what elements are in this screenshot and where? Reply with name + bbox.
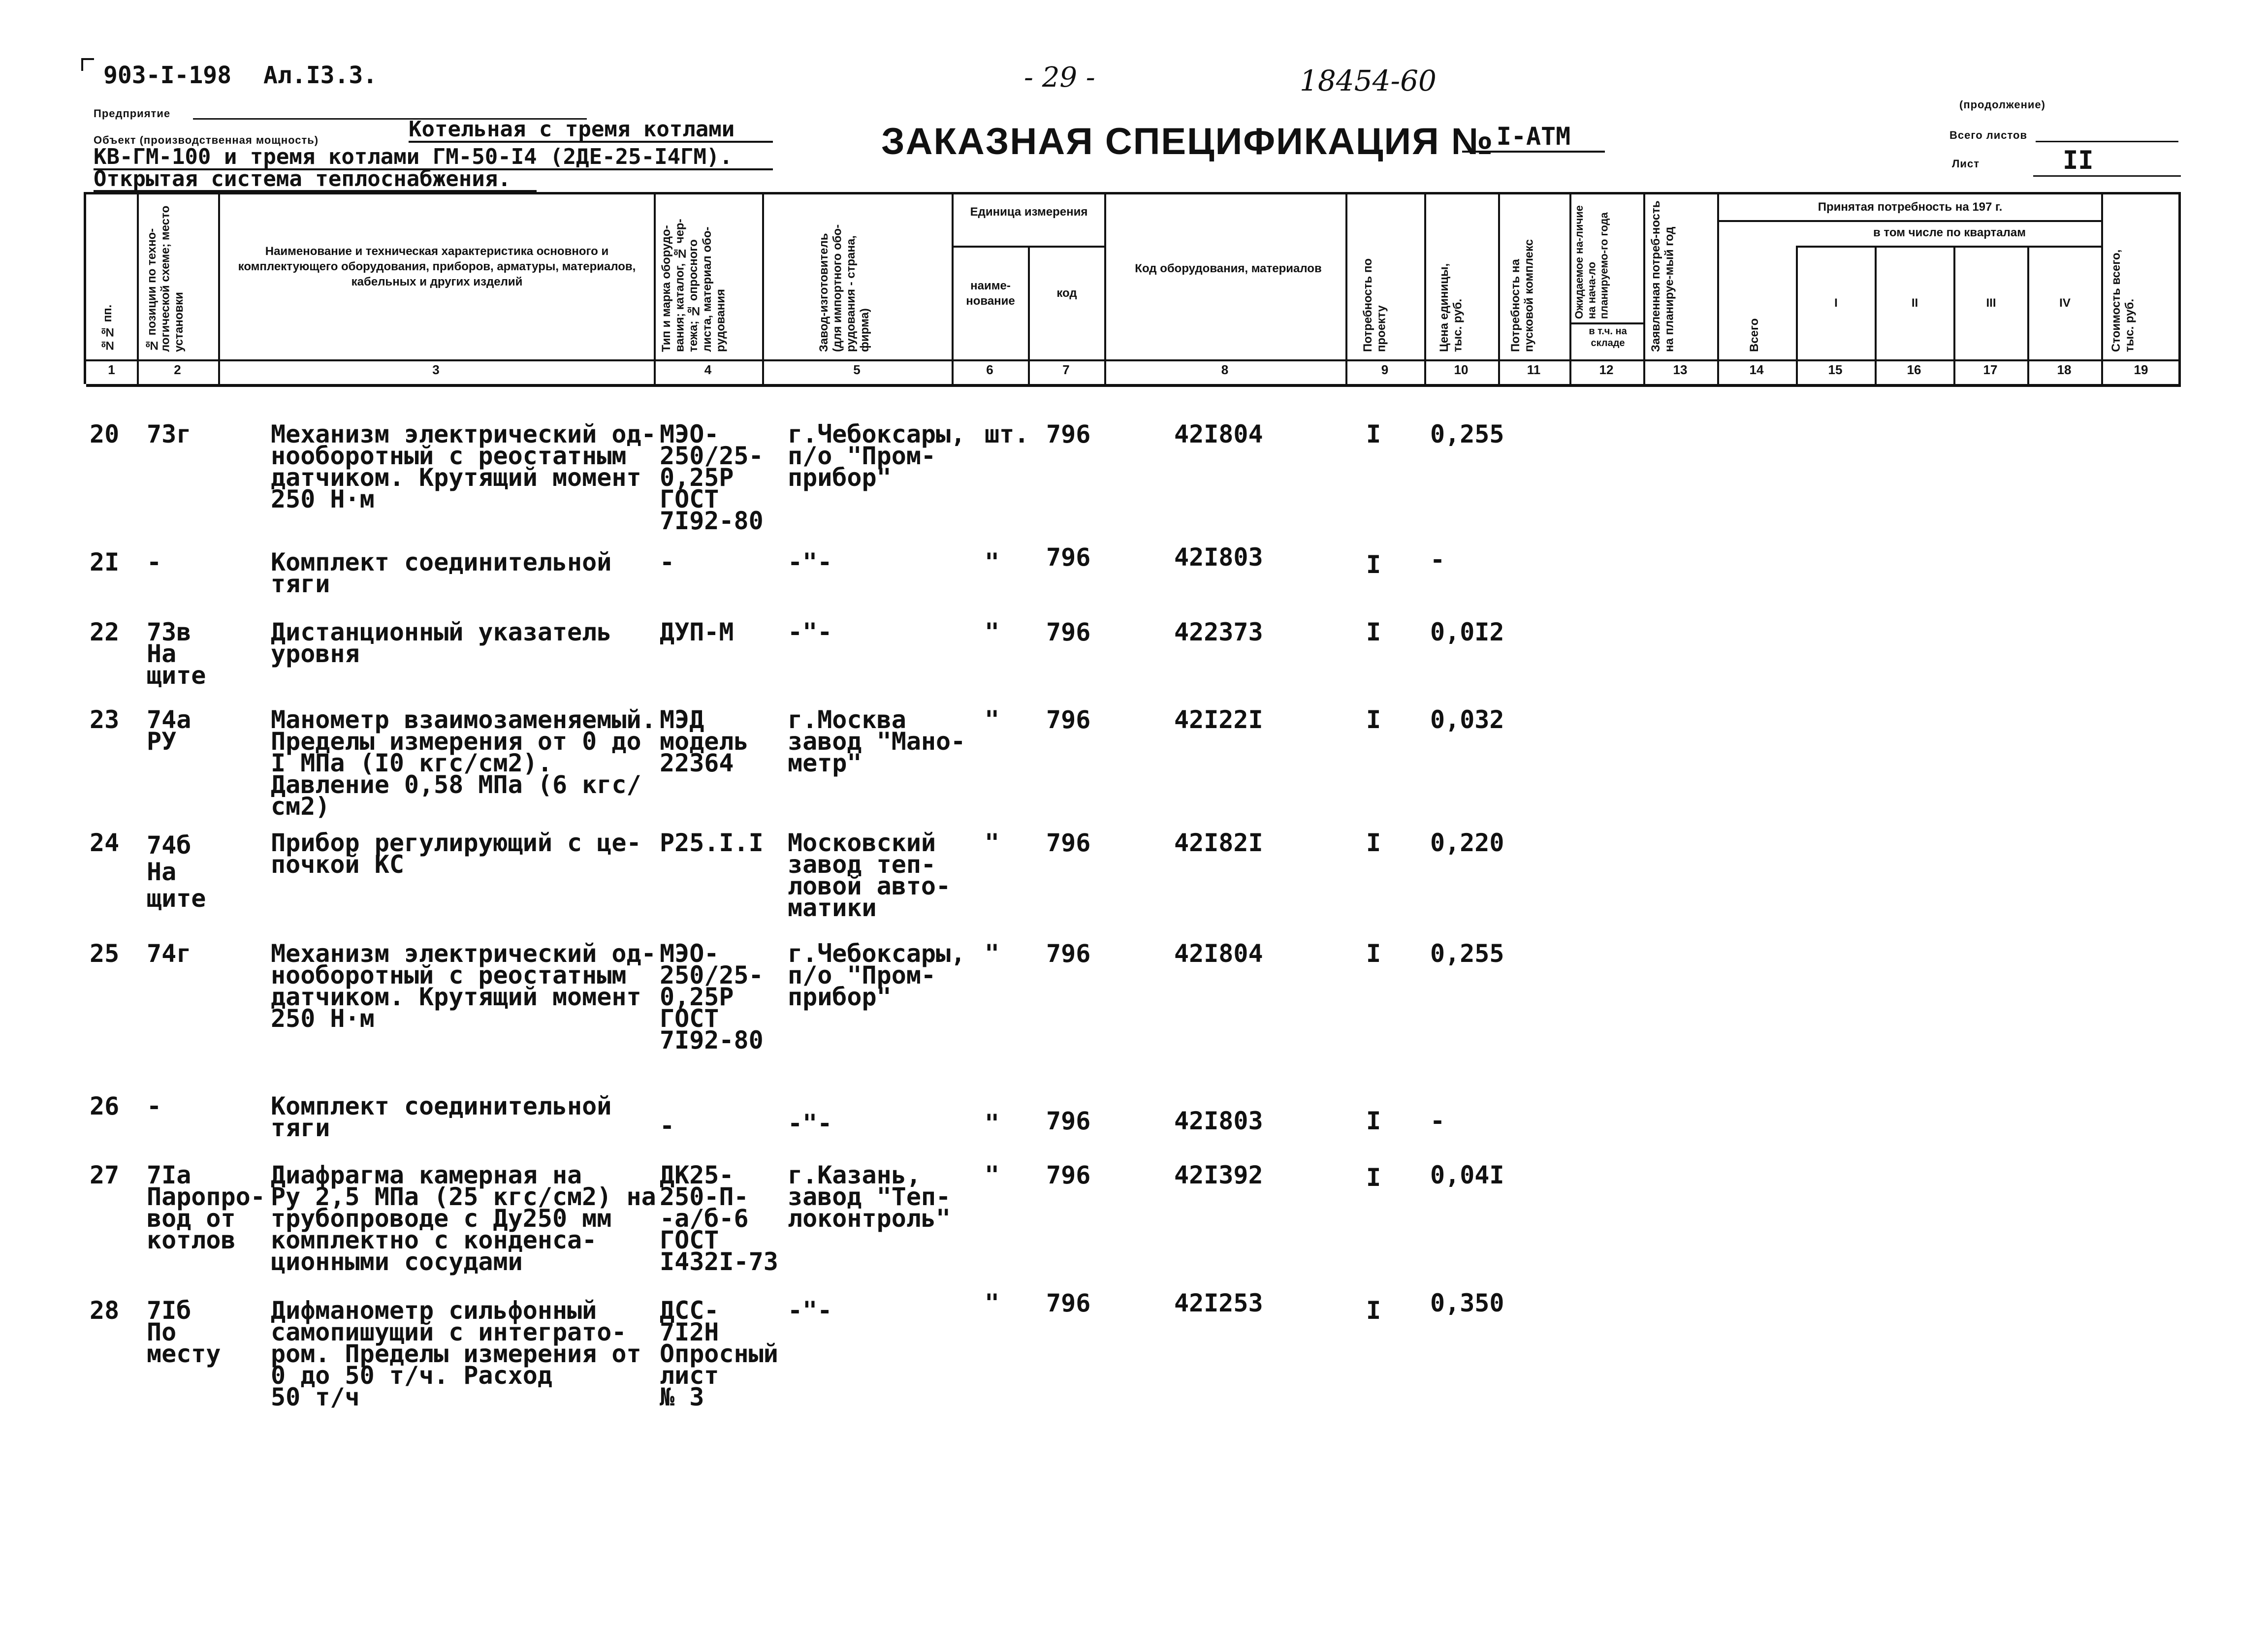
- continuation-label: (продолжение): [1959, 98, 2045, 111]
- col-number: 2: [174, 362, 181, 377]
- row-code: 796: [1046, 829, 1091, 857]
- row-position: 73в На щите: [147, 618, 206, 690]
- col-12-sub-header: в т.ч. на складе: [1589, 326, 1627, 349]
- row-maker: -"-: [788, 1109, 832, 1138]
- row-need: I: [1366, 618, 1381, 646]
- row-code: 796: [1046, 939, 1091, 968]
- col-13-header: Заявленная потреб-ность на планируе-мый год: [1649, 200, 1676, 352]
- row-equipment-code: 42I82I: [1174, 829, 1263, 857]
- row-equipment-code: 42I392: [1174, 1161, 1263, 1189]
- row-equipment-code: 42I804: [1174, 420, 1263, 448]
- row-type: ДСС- 7I2Н Опросный лист № 3: [660, 1296, 778, 1411]
- row-position: -: [147, 548, 162, 576]
- col-number: 12: [1599, 362, 1614, 377]
- col-number: 3: [432, 362, 440, 377]
- page-number: - 29 -: [1024, 62, 1095, 94]
- row-price: -: [1430, 545, 1445, 574]
- total-sheets-label: Всего листов: [1949, 129, 2027, 141]
- row-type: -: [660, 548, 675, 576]
- row-maker: -"-: [788, 548, 832, 576]
- row-price: 0,350: [1430, 1289, 1504, 1317]
- spec-title: ЗАКАЗНАЯ СПЕЦИФИКАЦИЯ №: [881, 121, 1494, 162]
- col-8-header: Код оборудования, материалов: [1135, 262, 1322, 275]
- sheet-label: Лист: [1952, 158, 1980, 170]
- col-number: 5: [853, 362, 861, 377]
- col-number: 15: [1828, 362, 1843, 377]
- col-15-header: I: [1834, 296, 1838, 310]
- row-equipment-code: 42I803: [1174, 1107, 1263, 1135]
- col-5-header: Завод-изготовитель (для импортного обо-рудования - страна, фирма): [817, 224, 871, 352]
- row-number: 26: [90, 1092, 120, 1120]
- row-equipment-code: 42I803: [1174, 543, 1263, 572]
- album-number: Ал.I3.3.: [263, 62, 378, 89]
- row-unit: шт.: [985, 420, 1029, 448]
- col-number: 17: [1983, 362, 1998, 377]
- row-position: -: [147, 1092, 162, 1120]
- row-position: 7Iа Паропро- вод от котлов: [147, 1161, 265, 1254]
- accepted-group-header: Принятая потребность на 197 г.: [1818, 200, 2003, 214]
- row-name: Комплект соединительной тяги: [271, 1092, 612, 1142]
- row-number: 23: [90, 705, 120, 734]
- col-number: 4: [704, 362, 712, 377]
- row-maker: -"-: [788, 1296, 832, 1325]
- row-name: Дифманометр сильфонный самопишущий с интеграто- ром. Пределы измерения от 0 до 50 т/ч. Расход 50 т/ч: [271, 1296, 641, 1411]
- col-number: 6: [986, 362, 993, 377]
- row-equipment-code: 42I22I: [1174, 705, 1263, 734]
- row-number: 22: [90, 618, 120, 646]
- row-maker: г.Москва завод "Мано- метр": [788, 705, 966, 777]
- row-need: I: [1366, 939, 1381, 968]
- row-unit: ": [985, 1109, 1000, 1138]
- row-price: 0,255: [1430, 939, 1504, 968]
- col-number: 1: [108, 362, 115, 377]
- col-number: 19: [2134, 362, 2148, 377]
- row-type: МЭО- 250/25- 0,25Р ГОСТ 7I92-80: [660, 939, 764, 1054]
- row-price: 0,032: [1430, 705, 1504, 734]
- row-number: 28: [90, 1296, 120, 1325]
- row-maker: г.Чебоксары, п/о "Пром- прибор": [788, 939, 966, 1011]
- corner-mark: [81, 58, 94, 71]
- row-price: -: [1430, 1107, 1445, 1135]
- col-number: 14: [1749, 362, 1764, 377]
- row-unit: ": [985, 1289, 1000, 1317]
- row-type: ДУП-М: [660, 618, 734, 646]
- row-position: 74а РУ: [147, 705, 192, 756]
- object-line-3: Открытая система теплоснабжения.: [94, 168, 537, 192]
- row-need: I: [1366, 1107, 1381, 1135]
- row-code: 796: [1046, 618, 1091, 646]
- row-name: Прибор регулирующий с це- почкой КС: [271, 829, 641, 879]
- col-1-header: №№ пп.: [101, 304, 114, 352]
- row-equipment-code: 42I253: [1174, 1289, 1263, 1317]
- row-price: 0,0I2: [1430, 618, 1504, 646]
- row-code: 796: [1046, 1289, 1091, 1317]
- col-number: 18: [2057, 362, 2072, 377]
- row-need: I: [1366, 1163, 1381, 1192]
- row-price: 0,255: [1430, 420, 1504, 448]
- row-equipment-code: 42I804: [1174, 939, 1263, 968]
- row-type: МЭО- 250/25- 0,25Р ГОСТ 7I92-80: [660, 420, 764, 535]
- row-equipment-code: 422373: [1174, 618, 1263, 646]
- row-unit: ": [985, 618, 1000, 646]
- row-maker: г.Казань, завод "Теп- локонтроль": [788, 1161, 951, 1233]
- row-position: 74б На щите: [147, 831, 206, 913]
- row-unit: ": [985, 829, 1000, 857]
- row-unit: ": [985, 939, 1000, 968]
- row-maker: г.Чебоксары, п/о "Пром- прибор": [788, 420, 966, 492]
- col-9-header: Потребность по проекту: [1361, 258, 1388, 352]
- row-price: 0,04I: [1430, 1161, 1504, 1189]
- col-number: 9: [1381, 362, 1389, 377]
- col-12-header: Ожидаемое на-личие на нача-ло планируемо-го года: [1573, 205, 1610, 319]
- row-number: 2I: [90, 548, 120, 576]
- col-number: 8: [1221, 362, 1229, 377]
- col-18-header: IV: [2059, 296, 2071, 310]
- row-number: 25: [90, 939, 120, 968]
- row-need: I: [1366, 705, 1381, 734]
- row-name: Комплект соединительной тяги: [271, 548, 612, 598]
- spec-header-table: [84, 192, 2181, 384]
- col-6-header: наиме-нование: [966, 279, 1015, 308]
- row-position: 7Iб По месту: [147, 1296, 221, 1368]
- col-number: 10: [1454, 362, 1469, 377]
- row-name: Механизм электрический од- нооборотный с реостатным датчиком. Крутящий момент 250 Н·м: [271, 939, 656, 1033]
- row-need: I: [1366, 420, 1381, 448]
- row-price: 0,220: [1430, 829, 1504, 857]
- row-type: -: [660, 1112, 675, 1140]
- col-14-header: Всего: [1748, 318, 1761, 352]
- row-code: 796: [1046, 543, 1091, 572]
- col-4-header: Тип и марка оборудо-вания; каталог, № чер-тежа; № опросного листа, материал обо-рудования: [660, 219, 728, 352]
- handwritten-number: 18454-60: [1300, 64, 1437, 97]
- col-3-header: Наименование и техническая характеристика основного и комплектующего оборудования, приборов, арматуры, материалов, кабельных и других изделий: [238, 245, 636, 289]
- row-code: 796: [1046, 420, 1091, 448]
- row-position: 73г: [147, 420, 192, 448]
- sheet-number: II: [2033, 146, 2181, 177]
- spec-number: I-АТМ: [1462, 122, 1605, 153]
- row-code: 796: [1046, 1161, 1091, 1189]
- row-need: I: [1366, 1296, 1381, 1325]
- row-number: 20: [90, 420, 120, 448]
- row-unit: ": [985, 548, 1000, 576]
- col-number: 16: [1907, 362, 1921, 377]
- col-19-header: Стоимость всего, тыс. руб.: [2109, 249, 2137, 352]
- col-16-header: II: [1911, 296, 1918, 310]
- col-number: 11: [1527, 362, 1541, 377]
- col-7-header: код: [1056, 287, 1077, 300]
- col-number: 13: [1673, 362, 1688, 377]
- total-sheets-line: [2036, 141, 2178, 142]
- object-label: Объект (производственная мощность): [94, 134, 319, 146]
- row-maker: Московский завод теп- ловой авто- матики: [788, 829, 951, 922]
- row-type: ДК25- 250-П- -а/б-6 ГОСТ I432I-73: [660, 1161, 778, 1276]
- row-name: Механизм электрический од- нооборотный с реостатным датчиком. Крутящий момент 250 Н·м: [271, 420, 656, 513]
- row-code: 796: [1046, 705, 1091, 734]
- object-line-2: КВ-ГМ-100 и тремя котлами ГМ-50-I4 (2ДЕ-25-I4ГМ).: [94, 146, 773, 170]
- row-position: 74г: [147, 939, 192, 968]
- enterprise-label: Предприятие: [94, 107, 171, 120]
- doc-code: 903-I-198: [103, 62, 232, 89]
- row-unit: ": [985, 705, 1000, 734]
- row-need: I: [1366, 829, 1381, 857]
- row-number: 24: [90, 829, 120, 857]
- col-11-header: Потребность на пусковой комплекс: [1509, 239, 1536, 352]
- row-name: Дистанционный указатель уровня: [271, 618, 612, 668]
- quarters-group-header: в том числе по кварталам: [1873, 226, 2026, 239]
- row-name: Диафрагма камерная на Ру 2,5 МПа (25 кгс/см2) на трубопроводе с Ду250 мм комплектно с конденса- ционными сосудами: [271, 1161, 656, 1276]
- unit-group-header: Единица измерения: [970, 205, 1088, 219]
- row-code: 796: [1046, 1107, 1091, 1135]
- col-10-header: Цена единицы, тыс. руб.: [1437, 263, 1465, 352]
- row-maker: -"-: [788, 618, 832, 646]
- object-line-1: Котельная с тремя котлами: [409, 118, 773, 143]
- row-name: Манометр взаимозаменяемый. Пределы измерения от 0 до I МПа (I0 кгс/см2). Давление 0,58 МПа (6 кгс/ см2): [271, 705, 656, 821]
- row-type: Р25.I.I: [660, 829, 764, 857]
- col-2-header: № позиции по техно-логической схеме; место установки: [145, 205, 186, 352]
- row-need: I: [1366, 550, 1381, 579]
- col-17-header: III: [1986, 296, 1996, 310]
- row-unit: ": [985, 1161, 1000, 1189]
- col-number: 7: [1062, 362, 1070, 377]
- row-number: 27: [90, 1161, 120, 1189]
- row-type: МЭД модель 22364: [660, 705, 749, 777]
